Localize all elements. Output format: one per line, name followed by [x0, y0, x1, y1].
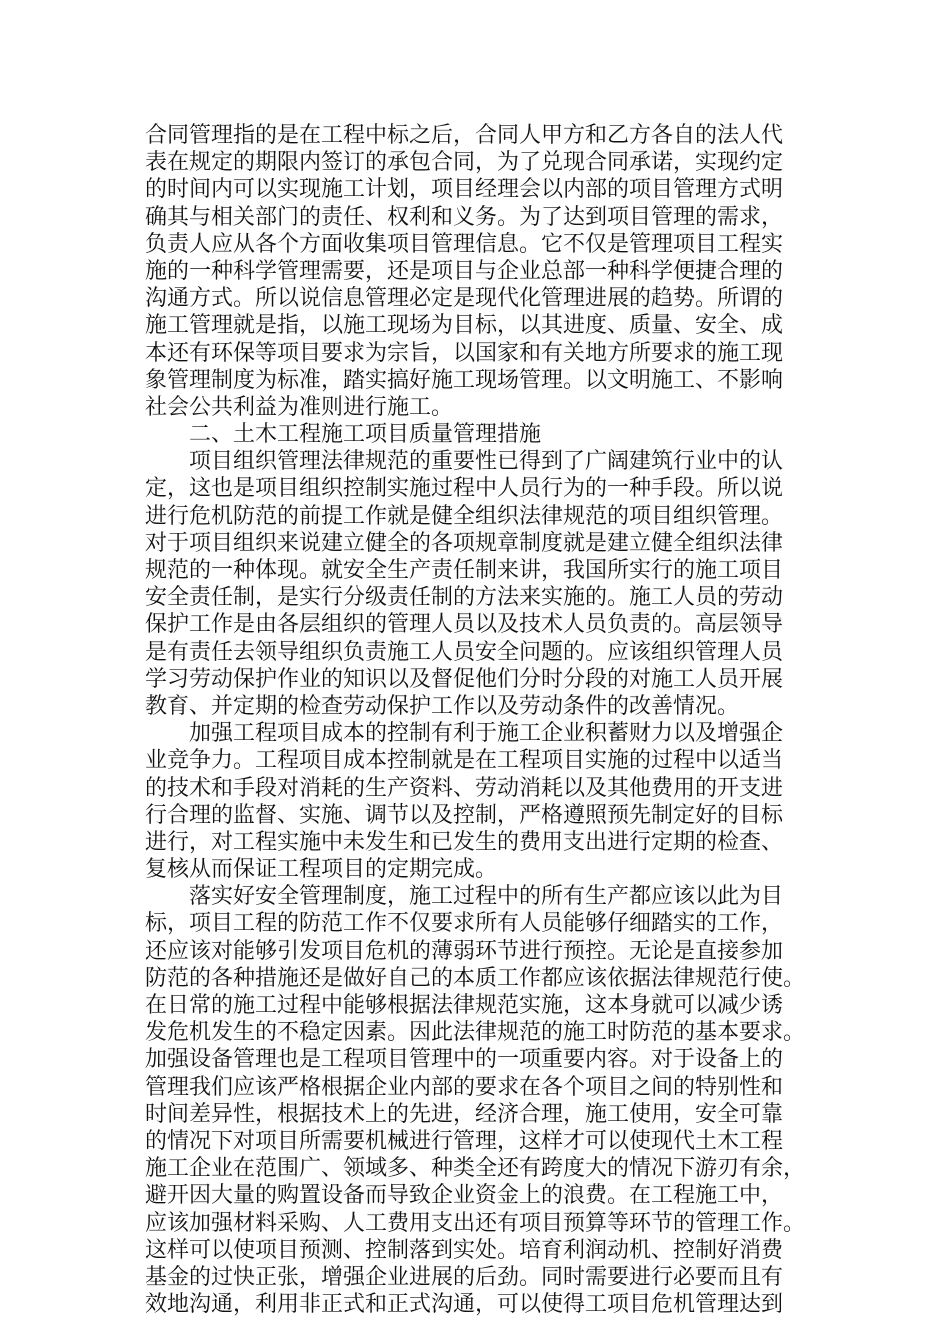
text-line: 进行危机防范的前提工作就是健全组织法律规范的项目组织管理。: [145, 503, 784, 529]
text-line: 本还有环保等项目要求为宗旨，以国家和有关地方所要求的施工现: [145, 340, 784, 366]
text-line: 负责人应从各个方面收集项目管理信息。它不仅是管理项目工程实: [145, 231, 784, 257]
text-line: 行合理的监督、实施、调节以及控制，严格遵照预先制定好的目标: [145, 802, 784, 828]
text-line: 确其与相关部门的责任、权利和义务。为了达到项目管理的需求，: [145, 204, 784, 230]
text-line: 业竞争力。工程项目成本控制就是在工程项目实施的过程中以适当: [145, 748, 784, 774]
text-line: 复核从而保证工程项目的定期完成。: [145, 857, 498, 883]
text-line: 教育、并定期的检查劳动保护工作以及劳动条件的改善情况。: [145, 693, 740, 719]
text-line: 进行，对工程实施中未发生和已发生的费用支出进行定期的检查、: [145, 829, 784, 855]
text-line: 学习劳动保护作业的知识以及督促他们分时分段的对施工人员开展: [145, 666, 784, 692]
text-line: 加强设备管理也是工程项目管理中的一项重要内容。对于设备上的: [145, 1047, 784, 1073]
text-line: 定，这也是项目组织控制实施过程中人员行为的一种手段。所以说: [145, 476, 784, 502]
text-line: 施工企业在范围广、领域多、种类全还有跨度大的情况下游刃有余，: [145, 1156, 806, 1182]
text-line: 施的一种科学管理需要，还是项目与企业总部一种科学便捷合理的: [145, 258, 784, 284]
text-line: 的技术和手段对消耗的生产资料、劳动消耗以及其他费用的开支进: [145, 775, 784, 801]
paragraph-first-line: 项目组织管理法律规范的重要性已得到了广阔建筑行业中的认: [189, 449, 784, 475]
text-line: 在日常的施工过程中能够根据法律规范实施，这本身就可以减少诱: [145, 993, 784, 1018]
text-line: 沟通方式。所以说信息管理必定是现代化管理进展的趋势。所谓的: [145, 286, 784, 312]
paragraph-first-line: 加强工程项目成本的控制有利于施工企业积蓄财力以及增强企: [189, 721, 784, 747]
paragraph-first-line: 落实好安全管理制度，施工过程中的所有生产都应该以此为目: [189, 884, 784, 910]
text-line: 管理我们应该严格根据企业内部的要求在各个项目之间的特别性和: [145, 1074, 784, 1100]
text-line: 对于项目组织来说建立健全的各项规章制度就是建立健全组织法律: [145, 530, 784, 556]
document-body: [145, 122, 805, 1318]
text-line: 这样可以使项目预测、控制落到实处。培育利润动机、控制好消费: [145, 1237, 784, 1263]
text-line: 保护工作是由各层组织的管理人员以及技术人员负责的。高层领导: [145, 612, 784, 638]
text-line: 规范的一种体现。就安全生产责任制来讲，我国所实行的施工项目: [145, 558, 784, 583]
text-line: 效地沟通，利用非正式和正式沟通，可以使得工项目危机管理达到: [145, 1292, 784, 1318]
text-line: 安全责任制，是实行分级责任制的方法来实施的。施工人员的劳动: [145, 585, 784, 611]
text-line: 标，项目工程的防范工作不仅要求所有人员能够仔细踏实的工作，: [145, 911, 784, 937]
text-line: 的时间内可以实现施工计划，项目经理会以内部的项目管理方式明: [145, 177, 784, 203]
text-line: 防范的各种措施还是做好自己的本质工作都应该依据法律规范行使。: [145, 965, 806, 991]
text-line: 的情况下对项目所需要机械进行管理，这样才可以使现代土木工程: [145, 1128, 784, 1154]
text-line: 避开因大量的购置设备而导致企业资金上的浪费。在工程施工中，: [145, 1183, 784, 1209]
text-line: 发危机发生的不稳定因素。因此法律规范的施工时防范的基本要求。: [145, 1020, 806, 1046]
text-line: 象管理制度为标准，踏实搞好施工现场管理。以文明施工、不影响: [145, 367, 784, 393]
text-line: 合同管理指的是在工程中标之后，合同人甲方和乙方各自的法人代: [145, 123, 784, 148]
text-line: 表在规定的期限内签订的承包合同，为了兑现合同承诺，实现约定: [145, 150, 784, 176]
text-line: 施工管理就是指，以施工现场为目标，以其进度、质量、安全、成: [145, 313, 784, 339]
text-line: 基金的过快正张，增强企业进展的后劲。同时需要进行必要而且有: [145, 1264, 784, 1290]
text-line: 社会公共利益为准则进行施工。: [145, 394, 454, 420]
text-line: 是有责任去领导组织负责施工人员安全问题的。应该组织管理人员: [145, 639, 784, 665]
paragraph-first-line: 二、土木工程施工项目质量管理措施: [189, 422, 542, 448]
text-line: 时间差异性，根据技术上的先进，经济合理，施工使用，安全可靠: [145, 1101, 784, 1127]
text-line: 应该加强材料采购、人工费用支出还有项目预算等环节的管理工作。: [145, 1210, 806, 1236]
text-line: 还应该对能够引发项目危机的薄弱环节进行预控。无论是直接参加: [145, 938, 784, 964]
